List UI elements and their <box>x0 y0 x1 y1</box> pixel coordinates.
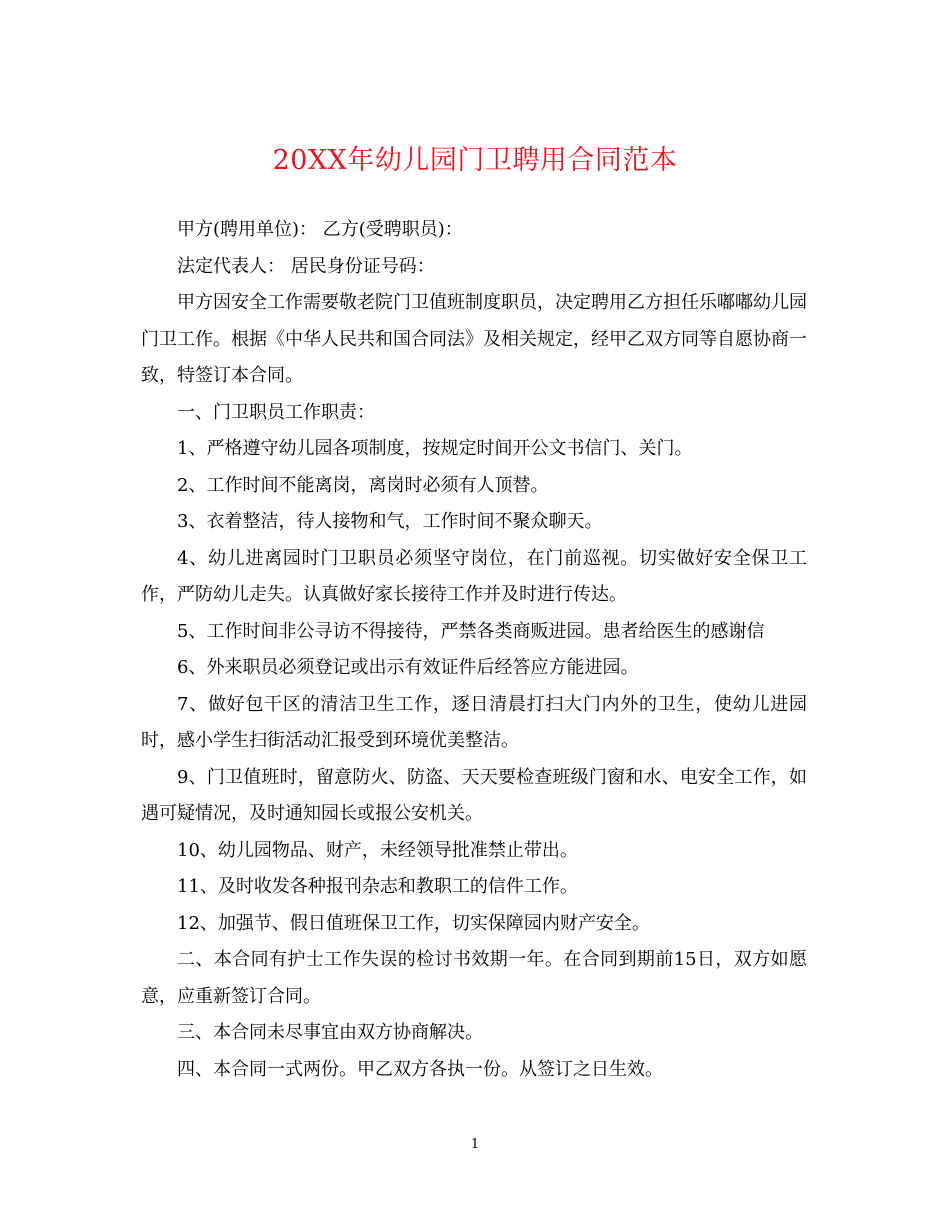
document-body <box>141 212 807 1088</box>
unresolved-matters-clause: 三、本合同未尽事宜由双方协商解决。 <box>177 1022 483 1043</box>
duty-item-10: 10、幼儿园物品、财产，未经领导批准禁止带出。 <box>177 839 578 861</box>
duty-item-12: 12、加强节、假日值班保卫工作，切实保障园内财产安全。 <box>177 912 650 934</box>
duty-item-11: 11、及时收发各种报刊杂志和教职工的信件工作。 <box>177 876 578 897</box>
duty-item-9: 9、门卫值班时，留意防火、防盗、天天要检查班级门窗和水、电安全工作，如遇可疑情况，及时通知园长或报公安机关。 <box>141 766 807 824</box>
duty-item-2: 2、工作时间不能离岗，离岗时必须有人顶替。 <box>177 474 549 496</box>
section-heading-duties: 一、门卫职员工作职责： <box>177 401 375 423</box>
party-info-line: 甲方(聘用单位)： 乙方(受聘职员)： <box>177 219 463 240</box>
representative-line: 法定代表人： 居民身份证号码： <box>177 255 435 277</box>
contract-term-clause: 二、本合同有护士工作失误的检讨书效期一年。在合同到期前15日，双方如愿意，应重新签订合同。 <box>141 949 807 1007</box>
intro-paragraph: 甲方因安全工作需要敬老院门卫值班制度职员，决定聘用乙方担任乐嘟嘟幼儿园门卫工作。根据《中华人民共和国合同法》及相关规定，经甲乙双方同等自愿协商一致，特签订本合同。 <box>141 292 807 386</box>
duty-item-1: 1、严格遵守幼儿园各项制度，按规定时间开公文书信门、关门。 <box>177 438 693 459</box>
duty-item-5: 5、工作时间非公寻访不得接待，严禁各类商贩进园。患者给医生的感谢信 <box>177 620 765 642</box>
copies-clause: 四、本合同一式两份。甲乙双方各执一份。从签订之日生效。 <box>177 1058 663 1080</box>
page-number: 1 <box>470 1137 480 1152</box>
duty-item-6: 6、外来职员必须登记或出示有效证件后经答应方能进园。 <box>177 657 639 678</box>
duty-item-7: 7、做好包干区的清洁卫生工作，逐日清晨打扫大门内外的卫生，使幼儿进园时，感小学生扫街活动汇报受到环境优美整洁。 <box>141 693 807 751</box>
duty-item-4: 4、幼儿进离园时门卫职员必须坚守岗位，在门前巡视。切实做好安全保卫工作，严防幼儿走失。认真做好家长接待工作并及时进行传达。 <box>141 547 807 605</box>
duty-item-3: 3、衣着整洁，待人接物和气，工作时间不聚众聊天。 <box>177 511 603 532</box>
document-title: 20XX年幼儿园门卫聘用合同范本 <box>272 145 678 176</box>
